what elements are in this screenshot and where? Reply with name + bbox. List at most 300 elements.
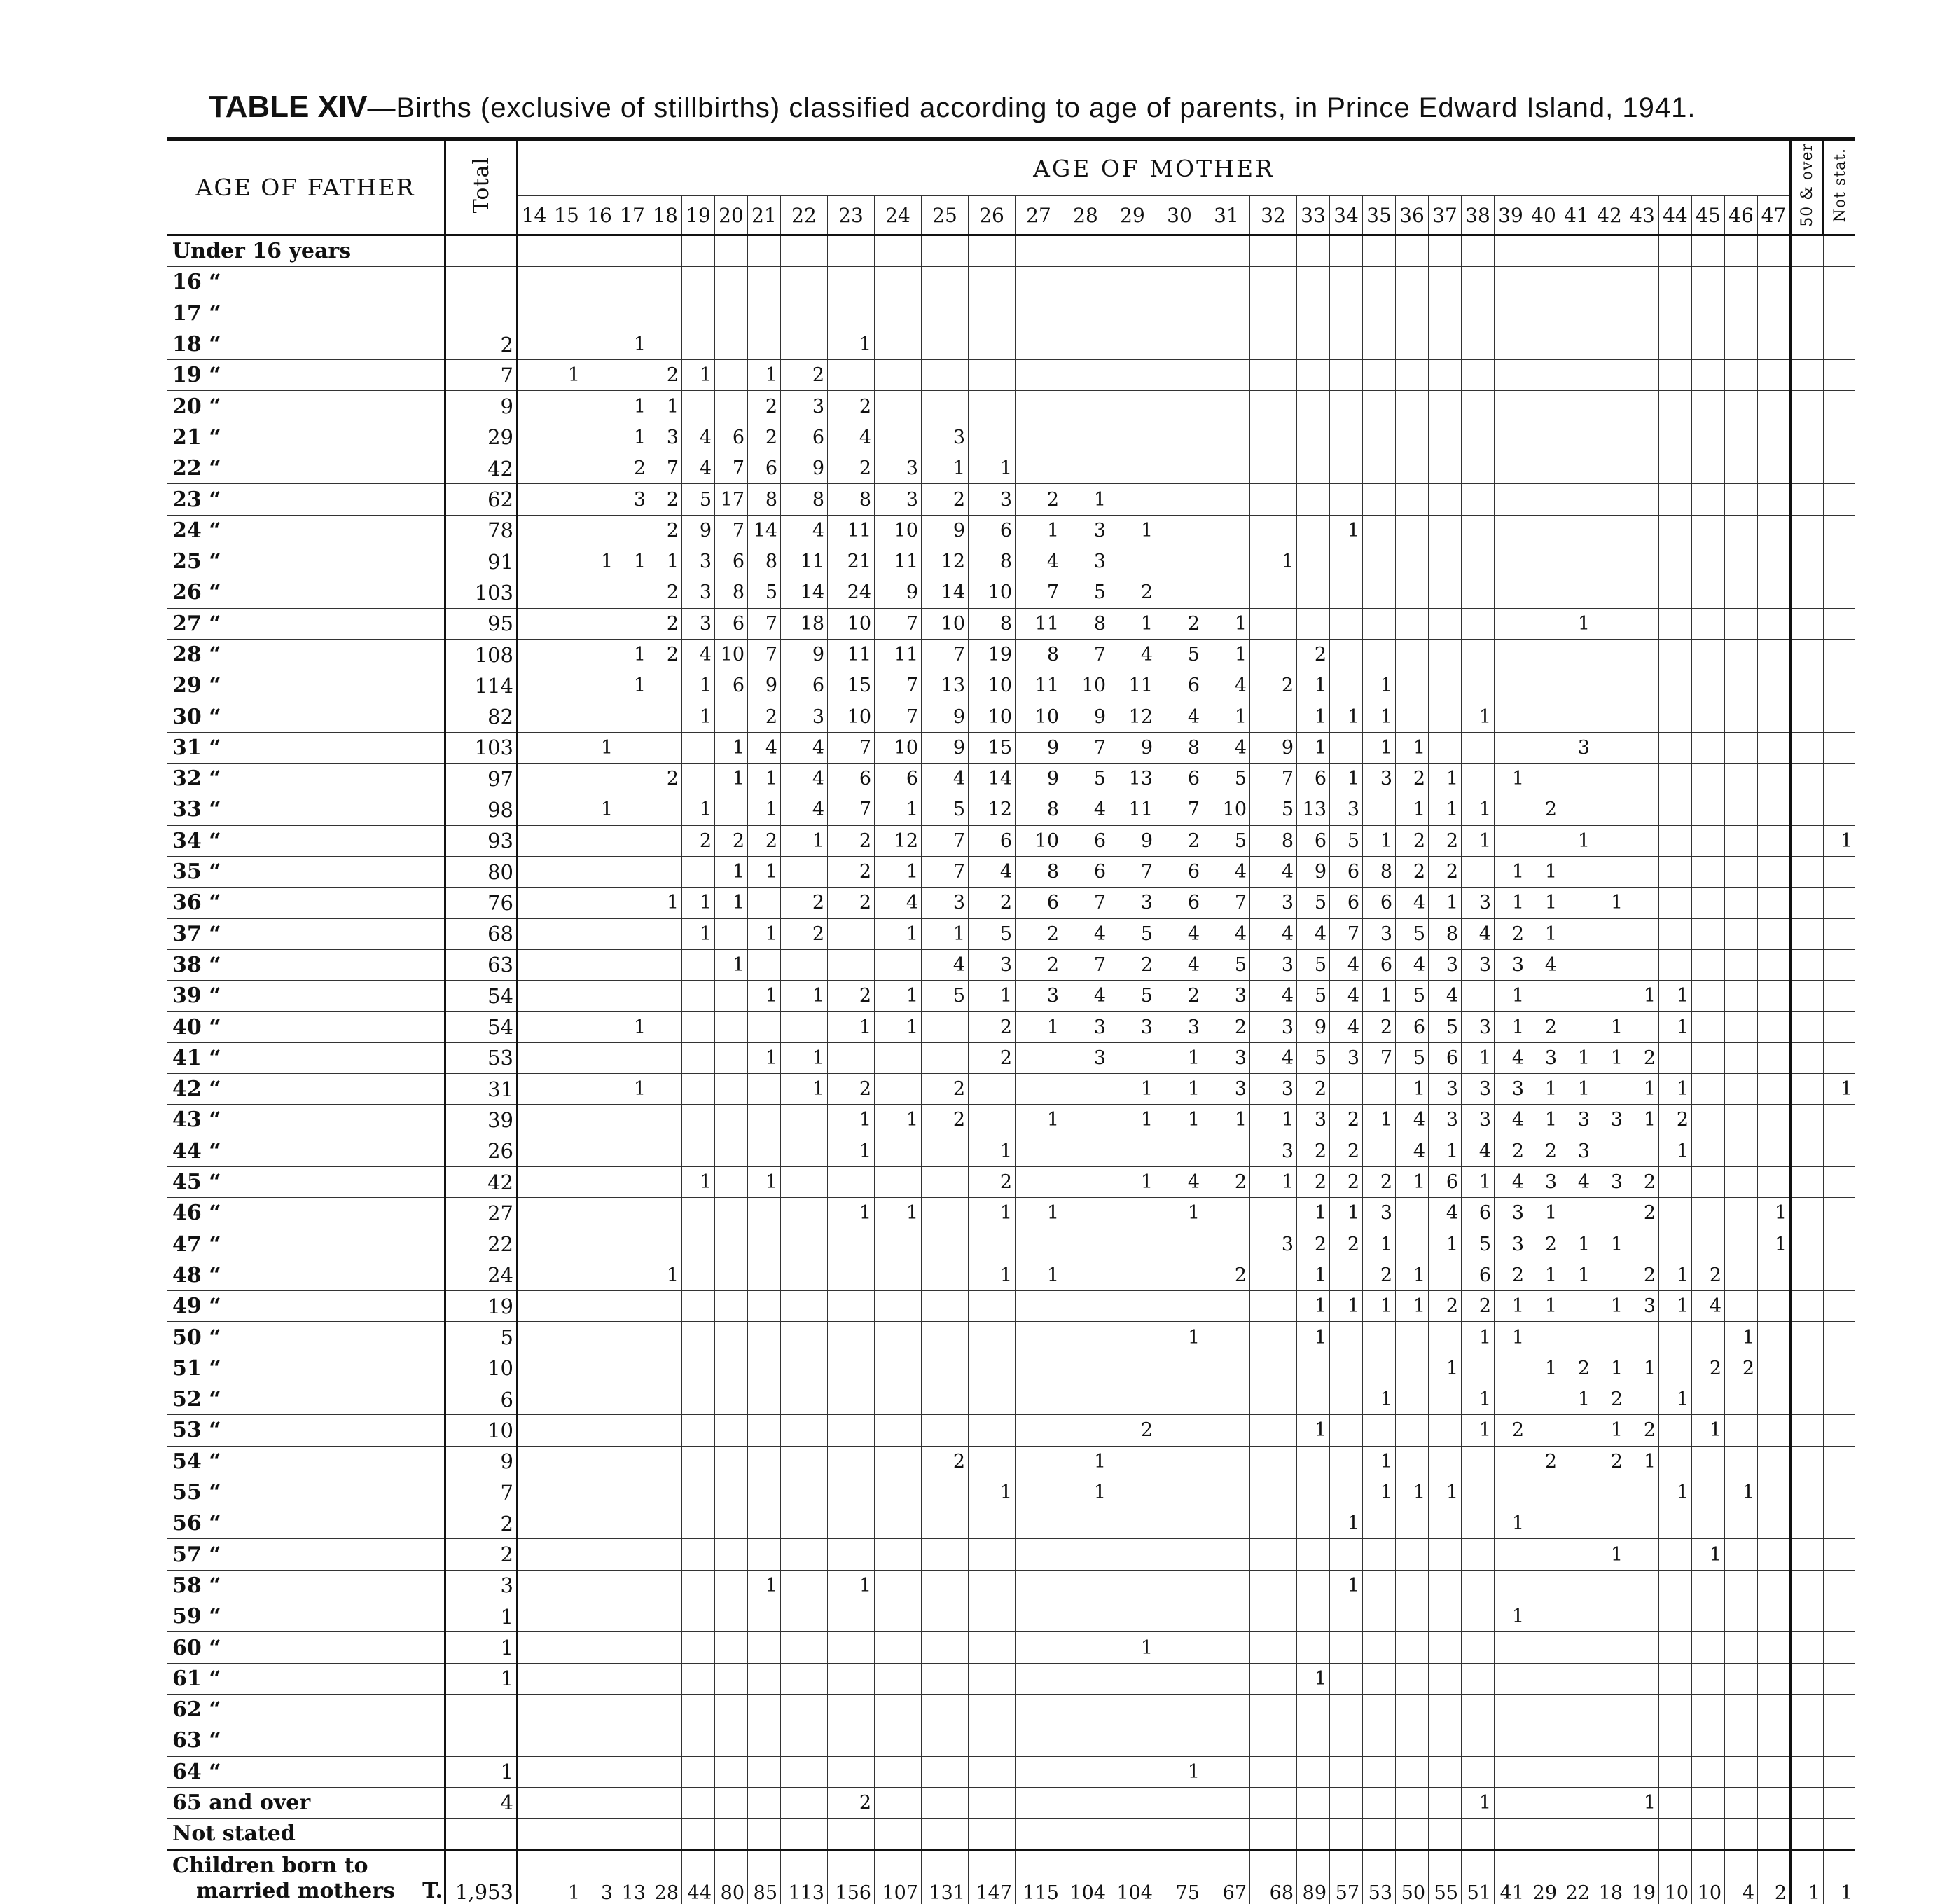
table-cell: 1 xyxy=(781,1042,828,1073)
table-cell: 19 xyxy=(969,639,1016,670)
table-cell xyxy=(1363,1601,1396,1632)
table-cell xyxy=(550,1415,583,1446)
table-cell xyxy=(1527,1508,1560,1539)
table-cell xyxy=(1560,701,1593,732)
mother-age-header: 33 xyxy=(1297,196,1330,235)
table-cell xyxy=(583,1166,616,1197)
row-total: 10 xyxy=(445,1415,518,1446)
table-cell xyxy=(1560,794,1593,825)
table-cell xyxy=(1203,1353,1250,1384)
table-cell xyxy=(550,1477,583,1508)
table-cell xyxy=(922,1601,969,1632)
table-cell xyxy=(1330,1353,1363,1384)
table-cell: 8 xyxy=(969,546,1016,577)
table-cell: 3 xyxy=(1250,888,1297,918)
table-cell xyxy=(1593,918,1626,949)
table-cell xyxy=(969,1384,1016,1414)
table-cell xyxy=(715,1725,748,1756)
table-cell xyxy=(1824,577,1856,608)
table-cell xyxy=(1016,453,1062,484)
table-cell xyxy=(1016,1322,1062,1353)
table-cell xyxy=(1626,1322,1659,1353)
table-cell xyxy=(1250,484,1297,515)
table-cell xyxy=(1560,484,1593,515)
table-cell xyxy=(1824,1260,1856,1290)
table-cell xyxy=(518,1415,550,1446)
table-cell: 6 xyxy=(1429,1166,1462,1197)
table-cell: 1 xyxy=(1725,1477,1758,1508)
table-cell xyxy=(922,1198,969,1229)
table-cell: 1 xyxy=(1495,981,1527,1012)
table-row xyxy=(167,794,1855,825)
table-cell xyxy=(828,1322,875,1353)
table-cell xyxy=(1824,670,1856,701)
table-cell xyxy=(969,360,1016,391)
father-age-label: 59 “ xyxy=(167,1601,445,1632)
table-cell xyxy=(1593,1756,1626,1787)
table-cell xyxy=(1824,391,1856,422)
table-cell xyxy=(1659,825,1692,856)
table-cell xyxy=(1725,1819,1758,1850)
table-cell xyxy=(1758,1539,1791,1570)
table-row xyxy=(167,298,1855,329)
table-cell xyxy=(748,1601,781,1632)
table-cell: 2 xyxy=(1429,856,1462,887)
table-cell xyxy=(583,949,616,980)
table-cell xyxy=(1363,1787,1396,1818)
table-cell xyxy=(1429,1508,1462,1539)
table-cell xyxy=(1203,1663,1250,1694)
table-cell xyxy=(1659,484,1692,515)
table-cell xyxy=(1109,1694,1156,1725)
table-cell: 7 xyxy=(748,608,781,639)
total-cell: 13 xyxy=(616,1850,649,1904)
table-cell xyxy=(583,1074,616,1105)
table-cell: 2 xyxy=(922,1446,969,1477)
table-cell: 1 xyxy=(1330,1198,1363,1229)
table-cell xyxy=(748,1415,781,1446)
table-cell xyxy=(1824,1384,1856,1414)
table-cell xyxy=(1330,391,1363,422)
table-cell xyxy=(748,1632,781,1663)
table-cell xyxy=(1156,1415,1203,1446)
table-cell xyxy=(1758,1353,1791,1384)
table-cell xyxy=(969,1570,1016,1601)
table-cell xyxy=(1156,515,1203,546)
total-cell: 10 xyxy=(1692,1850,1725,1904)
table-cell: 3 xyxy=(1062,546,1109,577)
table-cell: 1 xyxy=(1109,1074,1156,1105)
table-cell xyxy=(1692,732,1725,763)
table-cell xyxy=(828,1291,875,1322)
table-cell: 9 xyxy=(1016,732,1062,763)
total-cell: 10 xyxy=(1659,1850,1692,1904)
table-cell: 2 xyxy=(1527,1446,1560,1477)
table-cell xyxy=(715,329,748,359)
table-cell xyxy=(1330,546,1363,577)
table-cell xyxy=(1527,1415,1560,1446)
table-cell xyxy=(1626,1694,1659,1725)
total-cell: 4 xyxy=(1725,1850,1758,1904)
table-cell: 6 xyxy=(1363,888,1396,918)
table-cell xyxy=(1462,981,1495,1012)
table-cell xyxy=(1692,608,1725,639)
row-total: 95 xyxy=(445,608,518,639)
table-cell: 1 xyxy=(1429,794,1462,825)
table-cell: 1 xyxy=(682,701,715,732)
table-number: TABLE XIV xyxy=(209,90,368,124)
table-cell: 12 xyxy=(922,546,969,577)
mother-age-header: 21 xyxy=(748,196,781,235)
table-cell: 1 xyxy=(1495,888,1527,918)
table-cell xyxy=(1560,1663,1593,1694)
table-cell: 5 xyxy=(1156,639,1203,670)
table-cell xyxy=(616,1166,649,1197)
table-cell xyxy=(518,453,550,484)
table-cell: 9 xyxy=(781,453,828,484)
table-cell xyxy=(1824,1229,1856,1260)
table-cell: 1 xyxy=(748,918,781,949)
table-cell xyxy=(583,1570,616,1601)
table-cell xyxy=(715,1105,748,1136)
table-cell: 1 xyxy=(1495,856,1527,887)
table-cell xyxy=(922,1663,969,1694)
table-cell xyxy=(1297,484,1330,515)
table-cell xyxy=(1560,329,1593,359)
table-cell xyxy=(1758,764,1791,794)
table-cell xyxy=(616,1353,649,1384)
row-total: 82 xyxy=(445,701,518,732)
table-cell xyxy=(1659,360,1692,391)
table-cell: 2 xyxy=(1156,981,1203,1012)
table-cell: 4 xyxy=(1495,1105,1527,1136)
table-cell: 2 xyxy=(1396,856,1429,887)
table-cell xyxy=(1527,608,1560,639)
table-cell xyxy=(1758,1074,1791,1105)
table-cell xyxy=(715,1446,748,1477)
table-cell xyxy=(828,1042,875,1073)
father-age-label: 37 “ xyxy=(167,918,445,949)
table-cell: 1 xyxy=(1330,1570,1363,1601)
table-cell xyxy=(1363,515,1396,546)
table-cell xyxy=(1791,546,1824,577)
table-cell xyxy=(1429,391,1462,422)
table-cell xyxy=(518,670,550,701)
table-cell xyxy=(1062,1415,1109,1446)
table-cell: 2 xyxy=(1363,1260,1396,1290)
table-cell xyxy=(1593,764,1626,794)
table-cell xyxy=(616,1756,649,1787)
table-cell xyxy=(1429,1415,1462,1446)
table-row xyxy=(167,1570,1855,1601)
table-cell xyxy=(781,1446,828,1477)
table-cell xyxy=(1016,1601,1062,1632)
table-row xyxy=(167,484,1855,515)
table-cell: 2 xyxy=(682,825,715,856)
table-cell xyxy=(518,764,550,794)
table-cell xyxy=(1725,825,1758,856)
table-cell xyxy=(1495,391,1527,422)
table-cell: 2 xyxy=(1330,1136,1363,1166)
row-total: 1 xyxy=(445,1601,518,1632)
father-age-label: 21 “ xyxy=(167,422,445,453)
table-cell xyxy=(1396,670,1429,701)
table-cell xyxy=(1429,546,1462,577)
table-cell xyxy=(1626,1632,1659,1663)
table-cell: 1 xyxy=(1330,515,1363,546)
table-cell: 15 xyxy=(969,732,1016,763)
table-cell xyxy=(550,1446,583,1477)
table-cell xyxy=(649,1694,682,1725)
table-cell xyxy=(518,639,550,670)
table-cell xyxy=(1824,1570,1856,1601)
table-cell xyxy=(1560,1508,1593,1539)
table-cell: 4 xyxy=(1462,918,1495,949)
table-cell: 7 xyxy=(715,453,748,484)
table-cell: 4 xyxy=(1429,981,1462,1012)
table-cell xyxy=(1692,329,1725,359)
table-cell: 7 xyxy=(1156,794,1203,825)
table-cell xyxy=(1659,701,1692,732)
table-cell xyxy=(781,235,828,267)
table-cell xyxy=(1692,360,1725,391)
table-cell xyxy=(1626,1756,1659,1787)
table-cell xyxy=(1626,1539,1659,1570)
table-cell xyxy=(1297,329,1330,359)
table-cell xyxy=(1791,856,1824,887)
table-cell xyxy=(1250,1570,1297,1601)
table-cell xyxy=(518,1539,550,1570)
table-cell xyxy=(1109,1601,1156,1632)
table-row xyxy=(167,546,1855,577)
row-total: 97 xyxy=(445,764,518,794)
table-cell: 4 xyxy=(682,422,715,453)
table-cell xyxy=(616,1539,649,1570)
table-cell: 3 xyxy=(1527,1042,1560,1073)
table-cell xyxy=(1692,453,1725,484)
table-cell xyxy=(1396,453,1429,484)
table-cell xyxy=(1791,825,1824,856)
table-cell xyxy=(1659,639,1692,670)
table-cell xyxy=(1692,981,1725,1012)
table-cell xyxy=(583,1042,616,1073)
table-cell: 1 xyxy=(682,670,715,701)
father-age-label: 64 “ xyxy=(167,1756,445,1787)
table-cell: 7 xyxy=(875,608,922,639)
table-cell xyxy=(583,1291,616,1322)
mother-age-header: 16 xyxy=(583,196,616,235)
table-cell: 1 xyxy=(875,1198,922,1229)
table-cell xyxy=(682,1012,715,1042)
table-row xyxy=(167,764,1855,794)
father-age-label: 63 “ xyxy=(167,1725,445,1756)
table-row xyxy=(167,1601,1855,1632)
table-cell xyxy=(1330,484,1363,515)
table-cell xyxy=(1626,764,1659,794)
table-cell xyxy=(649,1105,682,1136)
table-cell: 14 xyxy=(781,577,828,608)
table-cell xyxy=(1626,453,1659,484)
table-cell: 2 xyxy=(1297,1166,1330,1197)
table-cell xyxy=(781,1508,828,1539)
table-cell xyxy=(1495,608,1527,639)
table-cell xyxy=(922,267,969,298)
table-row xyxy=(167,1663,1855,1694)
table-cell xyxy=(1429,1260,1462,1290)
table-cell: 1 xyxy=(1527,888,1560,918)
table-cell xyxy=(1626,949,1659,980)
table-cell xyxy=(1725,1725,1758,1756)
table-cell xyxy=(1109,1198,1156,1229)
table-cell xyxy=(682,267,715,298)
row-total: 2 xyxy=(445,329,518,359)
table-cell xyxy=(1203,1198,1250,1229)
table-cell xyxy=(922,1756,969,1787)
table-cell xyxy=(1824,1508,1856,1539)
table-cell: 2 xyxy=(1396,764,1429,794)
table-cell: 2 xyxy=(1396,825,1429,856)
table-cell: 10 xyxy=(1203,794,1250,825)
total-cell: 67 xyxy=(1203,1850,1250,1904)
table-row xyxy=(167,1198,1855,1229)
table-cell xyxy=(518,1446,550,1477)
table-cell xyxy=(1062,1322,1109,1353)
mother-age-header: 34 xyxy=(1330,196,1363,235)
table-cell: 1 xyxy=(875,1012,922,1042)
table-cell xyxy=(875,1819,922,1850)
table-cell: 4 xyxy=(1495,1166,1527,1197)
father-age-label: 52 “ xyxy=(167,1384,445,1414)
table-cell: 3 xyxy=(1560,732,1593,763)
table-cell: 2 xyxy=(828,453,875,484)
table-cell xyxy=(1062,1632,1109,1663)
table-cell xyxy=(781,1819,828,1850)
row-total: 91 xyxy=(445,546,518,577)
table-cell xyxy=(1758,329,1791,359)
table-cell xyxy=(1593,949,1626,980)
table-cell xyxy=(1156,1446,1203,1477)
table-cell: 3 xyxy=(1363,1198,1396,1229)
table-cell xyxy=(649,701,682,732)
table-cell xyxy=(715,1415,748,1446)
table-cell xyxy=(1363,1819,1396,1850)
table-cell xyxy=(518,1570,550,1601)
table-cell xyxy=(1824,453,1856,484)
table-cell: 1 xyxy=(1363,670,1396,701)
table-cell xyxy=(1758,1446,1791,1477)
table-cell: 1 xyxy=(1297,670,1330,701)
table-cell: 2 xyxy=(1297,1074,1330,1105)
table-cell: 1 xyxy=(1462,1415,1495,1446)
table-cell xyxy=(616,1384,649,1414)
table-cell xyxy=(1527,298,1560,329)
table-cell xyxy=(1016,329,1062,359)
father-age-label: 20 “ xyxy=(167,391,445,422)
table-cell: 1 xyxy=(1363,825,1396,856)
table-cell xyxy=(1725,1042,1758,1073)
table-cell: 1 xyxy=(1203,608,1250,639)
table-cell: 11 xyxy=(1109,794,1156,825)
table-cell xyxy=(748,1508,781,1539)
table-cell xyxy=(1824,1105,1856,1136)
table-cell xyxy=(969,422,1016,453)
table-cell xyxy=(1495,298,1527,329)
mother-age-header: 38 xyxy=(1462,196,1495,235)
table-cell xyxy=(518,1136,550,1166)
table-cell xyxy=(1659,949,1692,980)
table-cell xyxy=(715,1229,748,1260)
table-cell xyxy=(1396,422,1429,453)
table-cell xyxy=(1725,1508,1758,1539)
table-cell xyxy=(649,1198,682,1229)
table-cell xyxy=(616,360,649,391)
row-total: 62 xyxy=(445,484,518,515)
table-cell xyxy=(1758,453,1791,484)
table-cell xyxy=(1527,484,1560,515)
row-total: 114 xyxy=(445,670,518,701)
table-cell xyxy=(1659,764,1692,794)
table-cell xyxy=(748,1105,781,1136)
table-cell xyxy=(616,577,649,608)
table-cell xyxy=(1062,1198,1109,1229)
table-cell: 5 xyxy=(922,794,969,825)
table-cell: 4 xyxy=(1203,670,1250,701)
table-cell xyxy=(649,794,682,825)
table-cell xyxy=(875,1477,922,1508)
table-cell xyxy=(1462,515,1495,546)
row-total: 98 xyxy=(445,794,518,825)
table-cell: 2 xyxy=(649,608,682,639)
table-cell xyxy=(1659,918,1692,949)
table-cell xyxy=(1396,1819,1429,1850)
table-cell xyxy=(550,235,583,267)
table-cell xyxy=(1626,1725,1659,1756)
table-cell: 1 xyxy=(1016,515,1062,546)
father-age-label: 54 “ xyxy=(167,1446,445,1477)
mother-age-header: 18 xyxy=(649,196,682,235)
table-cell: 2 xyxy=(1429,1291,1462,1322)
table-cell: 1 xyxy=(1626,1446,1659,1477)
table-cell: 1 xyxy=(828,329,875,359)
table-cell xyxy=(922,1291,969,1322)
table-cell xyxy=(550,764,583,794)
table-cell: 1 xyxy=(1062,484,1109,515)
table-cell xyxy=(1527,1819,1560,1850)
table-cell xyxy=(1791,1012,1824,1042)
table-cell: 1 xyxy=(1593,1539,1626,1570)
table-cell: 1 xyxy=(1626,1787,1659,1818)
table-cell: 9 xyxy=(1109,732,1156,763)
table-cell: 10 xyxy=(1062,670,1109,701)
table-cell xyxy=(1758,1291,1791,1322)
table-cell: 1 xyxy=(649,888,682,918)
table-cell: 9 xyxy=(1109,825,1156,856)
table-cell xyxy=(1626,1570,1659,1601)
table-cell xyxy=(616,1694,649,1725)
table-cell: 7 xyxy=(1250,764,1297,794)
table-cell xyxy=(1429,1819,1462,1850)
table-cell xyxy=(1692,825,1725,856)
table-cell xyxy=(1758,1819,1791,1850)
table-cell xyxy=(748,1260,781,1290)
table-cell xyxy=(1758,1166,1791,1197)
table-cell xyxy=(1824,422,1856,453)
table-cell xyxy=(682,1819,715,1850)
table-cell: 2 xyxy=(1626,1166,1659,1197)
mother-age-header: 45 xyxy=(1692,196,1725,235)
table-cell xyxy=(1016,1725,1062,1756)
table-cell xyxy=(1429,1787,1462,1818)
